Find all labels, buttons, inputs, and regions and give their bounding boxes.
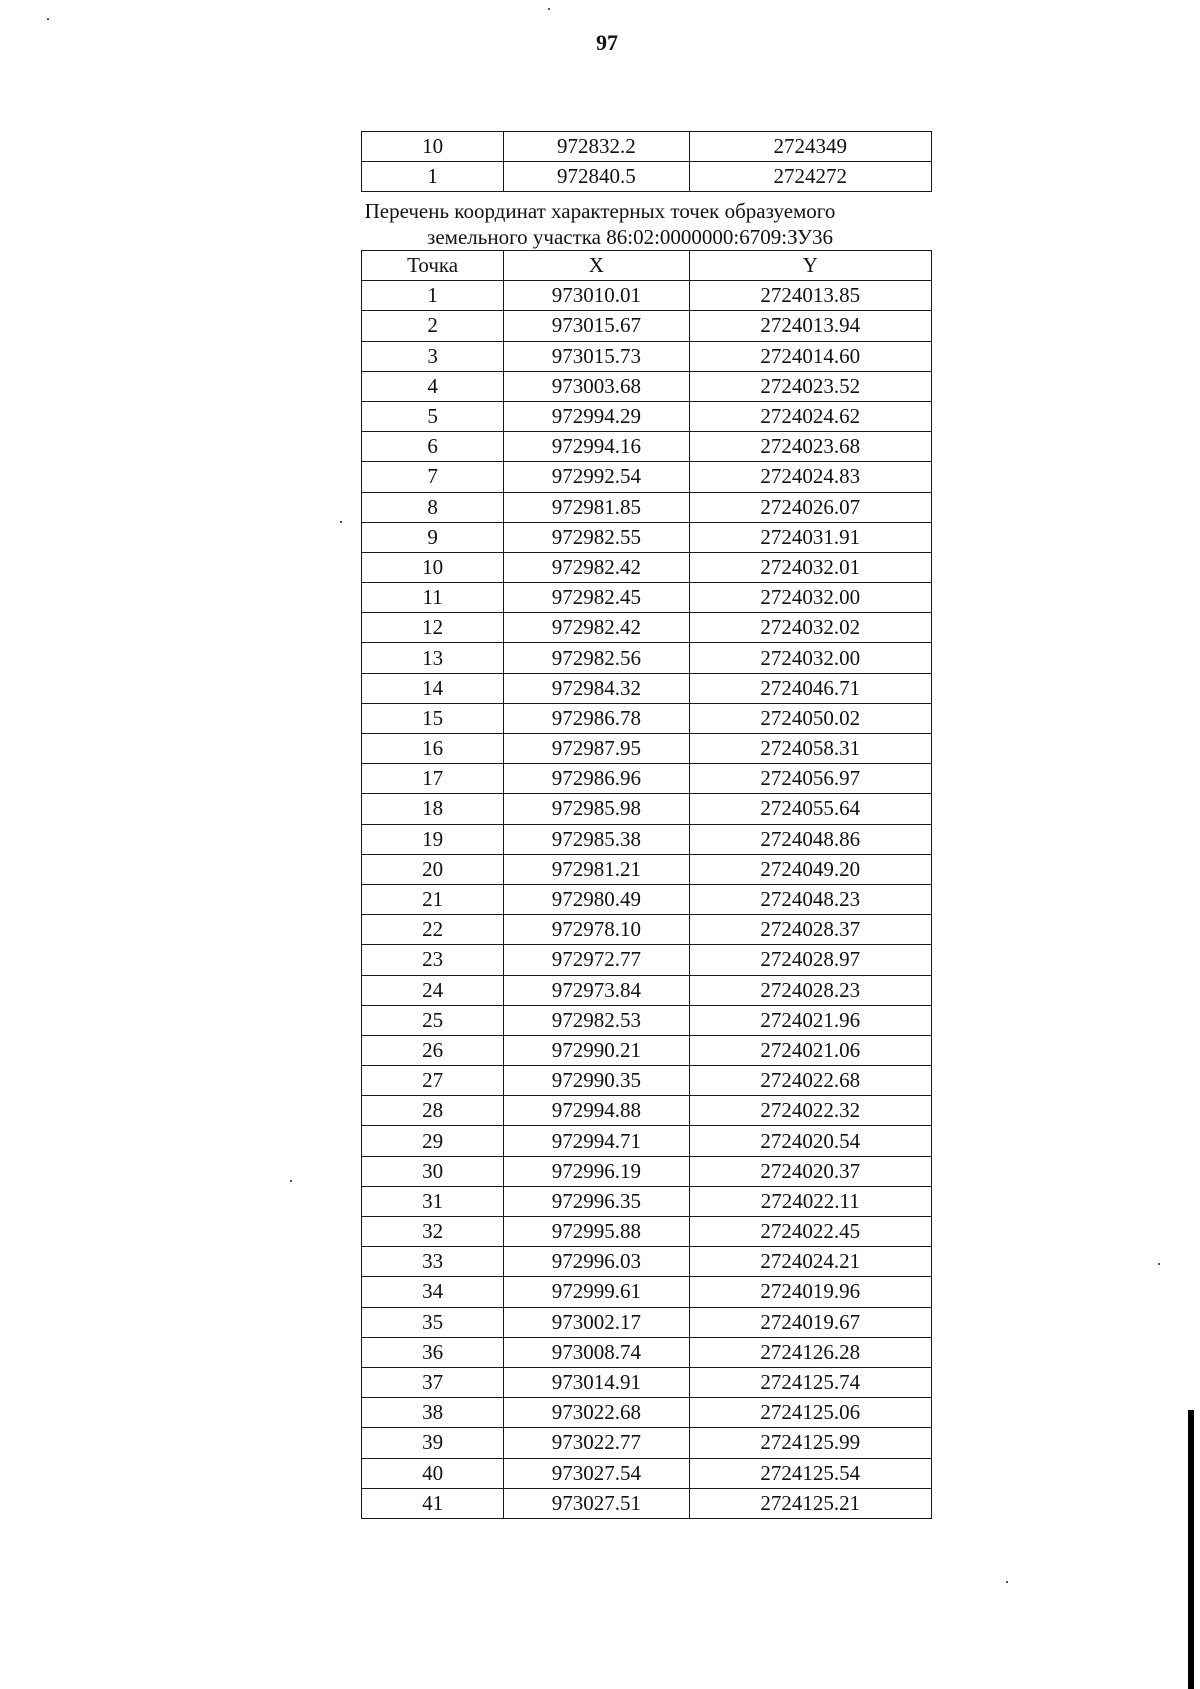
- table-row: [362, 734, 932, 764]
- x-cell: 972981.21: [504, 854, 689, 884]
- point-cell: 27: [362, 1066, 504, 1096]
- table-row: [362, 1488, 932, 1518]
- point-cell: 29: [362, 1126, 504, 1156]
- point-cell: 1: [362, 281, 504, 311]
- point-cell: 23: [362, 945, 504, 975]
- x-cell: 972994.88: [504, 1096, 689, 1126]
- y-cell: 2724046.71: [689, 673, 931, 703]
- point-cell: 25: [362, 1005, 504, 1035]
- x-cell: 972840.5: [504, 162, 689, 192]
- y-cell: 2724013.94: [689, 311, 931, 341]
- x-cell: 972994.71: [504, 1126, 689, 1156]
- scan-speck: [290, 1180, 292, 1182]
- table-row: [362, 1126, 932, 1156]
- y-cell: 2724125.74: [689, 1367, 931, 1397]
- table-row: [362, 884, 932, 914]
- table-row: [362, 1428, 932, 1458]
- y-cell: 2724049.20: [689, 854, 931, 884]
- x-cell: 972832.2: [504, 132, 689, 162]
- point-cell: 10: [362, 552, 504, 582]
- table-row: [362, 1156, 932, 1186]
- point-cell: 15: [362, 703, 504, 733]
- point-cell: 1: [362, 162, 504, 192]
- table-row: [362, 1247, 932, 1277]
- table-row: [362, 915, 932, 945]
- table-row: [362, 401, 932, 431]
- y-cell: 2724048.23: [689, 884, 931, 914]
- x-cell: 972982.45: [504, 583, 689, 613]
- scan-speck: [340, 521, 342, 523]
- x-cell: 973027.54: [504, 1458, 689, 1488]
- y-cell: 2724022.68: [689, 1066, 931, 1096]
- point-cell: 19: [362, 824, 504, 854]
- y-cell: 2724349: [689, 132, 931, 162]
- table-row: [362, 522, 932, 552]
- point-cell: 10: [362, 132, 504, 162]
- point-cell: 13: [362, 643, 504, 673]
- y-cell: 2724022.45: [689, 1217, 931, 1247]
- page-number: 97: [596, 30, 618, 55]
- y-cell: 2724019.67: [689, 1307, 931, 1337]
- table-row: [362, 583, 932, 613]
- x-cell: 972990.35: [504, 1066, 689, 1096]
- y-cell: 2724031.91: [689, 522, 931, 552]
- x-cell: 972996.19: [504, 1156, 689, 1186]
- x-cell: 973015.73: [504, 341, 689, 371]
- y-cell: 2724028.23: [689, 975, 931, 1005]
- table-row: [362, 1005, 932, 1035]
- y-cell: 2724028.97: [689, 945, 931, 975]
- scan-margin-bar: [1188, 1410, 1194, 1689]
- table-row: [362, 1066, 932, 1096]
- y-cell: 2724272: [689, 162, 931, 192]
- point-cell: 5: [362, 401, 504, 431]
- point-cell: 39: [362, 1428, 504, 1458]
- y-cell: 2724024.62: [689, 401, 931, 431]
- table-caption-line-2: земельного участка 86:02:0000000:6709:ЗУ36: [427, 225, 833, 249]
- point-cell: 40: [362, 1458, 504, 1488]
- x-cell: 972990.21: [504, 1035, 689, 1065]
- table-row: [362, 311, 932, 341]
- y-cell: 2724028.37: [689, 915, 931, 945]
- table-row: [362, 132, 932, 162]
- scan-speck: [1006, 1581, 1008, 1583]
- point-cell: 28: [362, 1096, 504, 1126]
- x-cell: 972980.49: [504, 884, 689, 914]
- y-cell: 2724023.68: [689, 432, 931, 462]
- point-cell: 38: [362, 1398, 504, 1428]
- y-cell: 2724050.02: [689, 703, 931, 733]
- x-cell: 973003.68: [504, 371, 689, 401]
- table-row: [362, 1277, 932, 1307]
- y-cell: 2724024.83: [689, 462, 931, 492]
- point-cell: 35: [362, 1307, 504, 1337]
- point-cell: 14: [362, 673, 504, 703]
- x-cell: 972973.84: [504, 975, 689, 1005]
- table-row: [362, 824, 932, 854]
- point-cell: 36: [362, 1337, 504, 1367]
- x-cell: 973015.67: [504, 311, 689, 341]
- y-cell: 2724055.64: [689, 794, 931, 824]
- header-point: Точка: [362, 251, 504, 281]
- x-cell: 972994.16: [504, 432, 689, 462]
- x-cell: 972982.56: [504, 643, 689, 673]
- y-cell: 2724125.99: [689, 1428, 931, 1458]
- table-row: [362, 371, 932, 401]
- x-cell: 973027.51: [504, 1488, 689, 1518]
- point-cell: 16: [362, 734, 504, 764]
- point-cell: 6: [362, 432, 504, 462]
- x-cell: 972984.32: [504, 673, 689, 703]
- point-cell: 41: [362, 1488, 504, 1518]
- coordinates-table: [361, 250, 932, 1519]
- y-cell: 2724026.07: [689, 492, 931, 522]
- x-cell: 972972.77: [504, 945, 689, 975]
- x-cell: 972982.55: [504, 522, 689, 552]
- table-header-row: [362, 251, 932, 281]
- x-cell: 972986.96: [504, 764, 689, 794]
- table-row: [362, 1398, 932, 1428]
- y-cell: 2724023.52: [689, 371, 931, 401]
- point-cell: 3: [362, 341, 504, 371]
- x-cell: 973010.01: [504, 281, 689, 311]
- x-cell: 972982.53: [504, 1005, 689, 1035]
- header-x: X: [504, 251, 689, 281]
- x-cell: 973008.74: [504, 1337, 689, 1367]
- table-caption-line-1: Перечень координат характерных точек образуемого: [364, 199, 836, 223]
- point-cell: 20: [362, 854, 504, 884]
- table-row: [362, 1096, 932, 1126]
- y-cell: 2724032.00: [689, 583, 931, 613]
- x-cell: 972985.98: [504, 794, 689, 824]
- table-row: [362, 432, 932, 462]
- y-cell: 2724022.11: [689, 1186, 931, 1216]
- x-cell: 973022.77: [504, 1428, 689, 1458]
- x-cell: 972986.78: [504, 703, 689, 733]
- point-cell: 7: [362, 462, 504, 492]
- x-cell: 972996.03: [504, 1247, 689, 1277]
- x-cell: 973002.17: [504, 1307, 689, 1337]
- y-cell: 2724056.97: [689, 764, 931, 794]
- y-cell: 2724032.01: [689, 552, 931, 582]
- point-cell: 17: [362, 764, 504, 794]
- x-cell: 972985.38: [504, 824, 689, 854]
- table-row: [362, 1307, 932, 1337]
- x-cell: 972994.29: [504, 401, 689, 431]
- y-cell: 2724021.96: [689, 1005, 931, 1035]
- point-cell: 8: [362, 492, 504, 522]
- y-cell: 2724022.32: [689, 1096, 931, 1126]
- table-row: [362, 703, 932, 733]
- point-cell: 21: [362, 884, 504, 914]
- y-cell: 2724048.86: [689, 824, 931, 854]
- point-cell: 33: [362, 1247, 504, 1277]
- table-row: [362, 975, 932, 1005]
- table-row: [362, 764, 932, 794]
- y-cell: 2724020.37: [689, 1156, 931, 1186]
- x-cell: 972987.95: [504, 734, 689, 764]
- y-cell: 2724014.60: [689, 341, 931, 371]
- table-row: [362, 643, 932, 673]
- y-cell: 2724024.21: [689, 1247, 931, 1277]
- y-cell: 2724125.21: [689, 1488, 931, 1518]
- scan-speck: [47, 18, 49, 20]
- point-cell: 4: [362, 371, 504, 401]
- x-cell: 973022.68: [504, 1398, 689, 1428]
- y-cell: 2724058.31: [689, 734, 931, 764]
- x-cell: 973014.91: [504, 1367, 689, 1397]
- x-cell: 972996.35: [504, 1186, 689, 1216]
- point-cell: 22: [362, 915, 504, 945]
- y-cell: 2724125.54: [689, 1458, 931, 1488]
- y-cell: 2724021.06: [689, 1035, 931, 1065]
- continued-coordinates-table: [361, 131, 932, 192]
- table-row: [362, 341, 932, 371]
- y-cell: 2724013.85: [689, 281, 931, 311]
- table-row: [362, 162, 932, 192]
- point-cell: 18: [362, 794, 504, 824]
- y-cell: 2724032.02: [689, 613, 931, 643]
- point-cell: 24: [362, 975, 504, 1005]
- table-row: [362, 1367, 932, 1397]
- y-cell: 2724020.54: [689, 1126, 931, 1156]
- table-row: [362, 1186, 932, 1216]
- x-cell: 972999.61: [504, 1277, 689, 1307]
- x-cell: 972995.88: [504, 1217, 689, 1247]
- table-row: [362, 945, 932, 975]
- point-cell: 12: [362, 613, 504, 643]
- table-row: [362, 1458, 932, 1488]
- point-cell: 37: [362, 1367, 504, 1397]
- continued-coordinates-body: [362, 132, 932, 192]
- table-row: [362, 673, 932, 703]
- point-cell: 30: [362, 1156, 504, 1186]
- point-cell: 31: [362, 1186, 504, 1216]
- x-cell: 972992.54: [504, 462, 689, 492]
- y-cell: 2724032.00: [689, 643, 931, 673]
- point-cell: 26: [362, 1035, 504, 1065]
- point-cell: 11: [362, 583, 504, 613]
- table-row: [362, 552, 932, 582]
- y-cell: 2724019.96: [689, 1277, 931, 1307]
- point-cell: 34: [362, 1277, 504, 1307]
- table-row: [362, 1217, 932, 1247]
- table-row: [362, 794, 932, 824]
- y-cell: 2724126.28: [689, 1337, 931, 1367]
- table-row: [362, 1337, 932, 1367]
- point-cell: 9: [362, 522, 504, 552]
- table-row: [362, 281, 932, 311]
- point-cell: 2: [362, 311, 504, 341]
- table-row: [362, 462, 932, 492]
- scan-speck: [548, 8, 550, 10]
- x-cell: 972978.10: [504, 915, 689, 945]
- x-cell: 972982.42: [504, 552, 689, 582]
- table-row: [362, 1035, 932, 1065]
- table-row: [362, 613, 932, 643]
- x-cell: 972982.42: [504, 613, 689, 643]
- table-row: [362, 854, 932, 884]
- scan-speck: [1158, 1263, 1160, 1265]
- coordinates-body: [362, 281, 932, 1519]
- x-cell: 972981.85: [504, 492, 689, 522]
- y-cell: 2724125.06: [689, 1398, 931, 1428]
- table-row: [362, 492, 932, 522]
- point-cell: 32: [362, 1217, 504, 1247]
- header-y: Y: [689, 251, 931, 281]
